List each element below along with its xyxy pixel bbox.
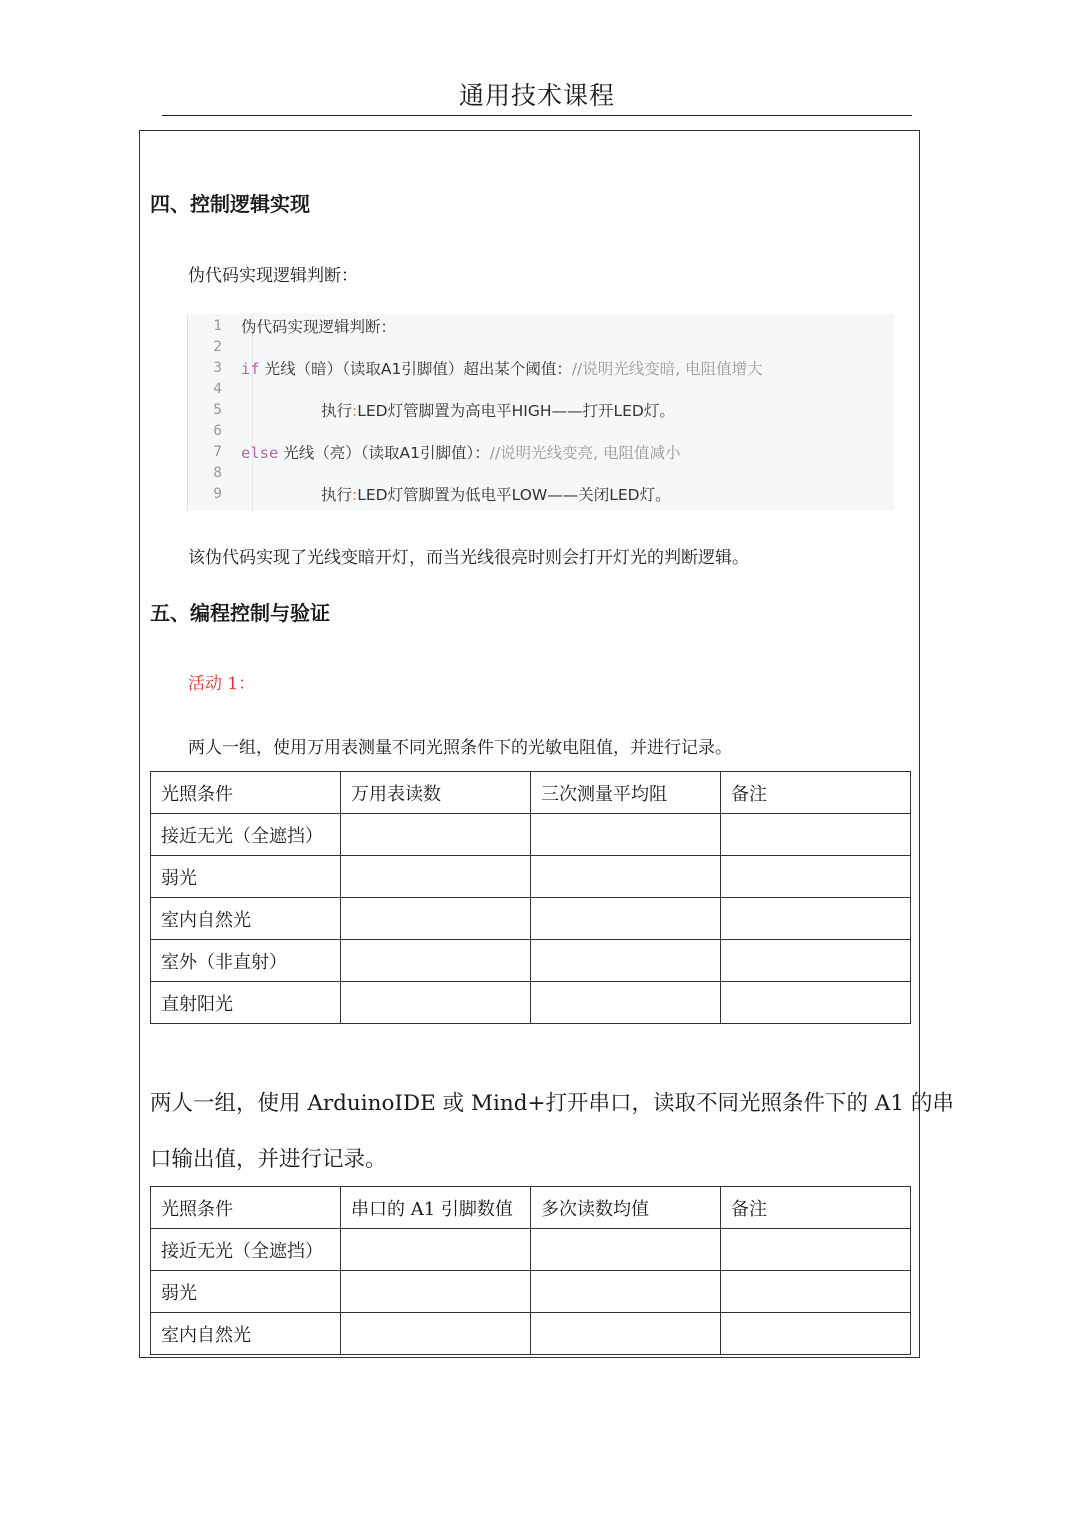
table-header-cell: 光照条件	[151, 1187, 341, 1229]
code-line-5	[321, 399, 675, 421]
empty-cell[interactable]	[721, 814, 911, 856]
empty-cell[interactable]	[721, 856, 911, 898]
table-header-cell: 三次测量平均阻	[531, 772, 721, 814]
section4-heading: 四、控制逻辑实现	[150, 192, 310, 216]
code-line-3	[241, 357, 763, 379]
line-number: 7	[213, 444, 222, 460]
line-number: 9	[213, 486, 222, 502]
code-text: 执行	[321, 402, 353, 420]
empty-cell[interactable]	[721, 940, 911, 982]
table-row	[151, 898, 911, 940]
line-number: 8	[213, 465, 222, 481]
keyword-else: else	[241, 444, 279, 462]
code-gutter-divider	[252, 314, 253, 511]
line-number: 6	[213, 423, 222, 439]
light-condition-cell: 室外（非直射）	[151, 940, 341, 982]
task2-text-line2: 口输出值，并进行记录。	[150, 1147, 387, 1172]
empty-cell[interactable]	[531, 982, 721, 1024]
table-header-row	[151, 1187, 911, 1229]
table-header-cell: 串口的 A1 引脚数值	[341, 1187, 531, 1229]
empty-cell[interactable]	[531, 1229, 721, 1271]
table-header-cell: 万用表读数	[341, 772, 531, 814]
table-header-cell: 多次读数均值	[531, 1187, 721, 1229]
line-number: 2	[213, 339, 222, 355]
empty-cell[interactable]	[531, 1313, 721, 1355]
empty-cell[interactable]	[721, 1313, 911, 1355]
empty-cell[interactable]	[341, 856, 531, 898]
table-header-row	[151, 772, 911, 814]
empty-cell[interactable]	[341, 898, 531, 940]
light-condition-cell: 直射阳光	[151, 982, 341, 1024]
code-line-1: 伪代码实现逻辑判断：	[241, 318, 397, 336]
empty-cell[interactable]	[341, 1229, 531, 1271]
code-punct: :	[352, 486, 358, 504]
empty-cell[interactable]	[341, 982, 531, 1024]
empty-cell[interactable]	[721, 1229, 911, 1271]
empty-cell[interactable]	[341, 1313, 531, 1355]
section4-intro: 伪代码实现逻辑判断：	[188, 266, 358, 286]
task1-text: 两人一组，使用万用表测量不同光照条件下的光敏电阻值，并进行记录。	[188, 738, 732, 758]
empty-cell[interactable]	[531, 1271, 721, 1313]
table-row	[151, 1313, 911, 1355]
header-rule	[162, 115, 912, 116]
empty-cell[interactable]	[531, 814, 721, 856]
table-row	[151, 1271, 911, 1313]
table-header-cell: 备注	[721, 1187, 911, 1229]
table-row	[151, 982, 911, 1024]
light-condition-cell: 弱光	[151, 1271, 341, 1313]
empty-cell[interactable]	[341, 814, 531, 856]
activity-label: 活动 1：	[188, 674, 256, 694]
measurement-table-2	[150, 1186, 911, 1355]
task2-text-line1: 两人一组，使用 ArduinoIDE 或 Mind+打开串口，读取不同光照条件下的 A1 的串	[150, 1091, 954, 1116]
code-line-7	[241, 441, 681, 463]
table-header-cell: 光照条件	[151, 772, 341, 814]
code-text: 光线（亮）（读取A1引脚值）：	[278, 444, 490, 462]
line-number: 5	[213, 402, 222, 418]
page-header-title: 通用技术课程	[458, 81, 615, 110]
code-text: 执行	[321, 486, 353, 504]
empty-cell[interactable]	[531, 940, 721, 982]
pseudocode-block	[187, 314, 894, 511]
light-condition-cell: 接近无光（全遮挡）	[151, 814, 341, 856]
empty-cell[interactable]	[531, 898, 721, 940]
empty-cell[interactable]	[531, 856, 721, 898]
section5-heading: 五、编程控制与验证	[150, 601, 330, 625]
line-number: 4	[213, 381, 222, 397]
light-condition-cell: 弱光	[151, 856, 341, 898]
empty-cell[interactable]	[341, 1271, 531, 1313]
light-condition-cell: 室内自然光	[151, 1313, 341, 1355]
section4-summary: 该伪代码实现了光线变暗开灯，而当光线很亮时则会打开灯光的判断逻辑。	[188, 548, 749, 568]
table-row	[151, 940, 911, 982]
measurement-table-1	[150, 771, 911, 1024]
code-punct: :	[352, 402, 358, 420]
code-line-9	[321, 483, 671, 505]
empty-cell[interactable]	[721, 898, 911, 940]
code-comment: //说明光线变亮, 电阻值减小	[489, 444, 681, 462]
code-text: LED灯管脚置为低电平LOW——关闭LED灯。	[357, 486, 671, 504]
empty-cell[interactable]	[721, 982, 911, 1024]
empty-cell[interactable]	[341, 940, 531, 982]
line-number: 3	[213, 360, 222, 376]
line-number: 1	[213, 318, 222, 334]
table-row	[151, 1229, 911, 1271]
code-comment: //说明光线变暗, 电阻值增大	[571, 360, 763, 378]
table-row	[151, 856, 911, 898]
code-text: 光线（暗）（读取A1引脚值）超出某个阈值：	[259, 360, 572, 378]
light-condition-cell: 接近无光（全遮挡）	[151, 1229, 341, 1271]
keyword-if: if	[241, 360, 260, 378]
light-condition-cell: 室内自然光	[151, 898, 341, 940]
table-header-cell: 备注	[721, 772, 911, 814]
code-text: LED灯管脚置为高电平HIGH——打开LED灯。	[357, 402, 675, 420]
empty-cell[interactable]	[721, 1271, 911, 1313]
table-row	[151, 814, 911, 856]
